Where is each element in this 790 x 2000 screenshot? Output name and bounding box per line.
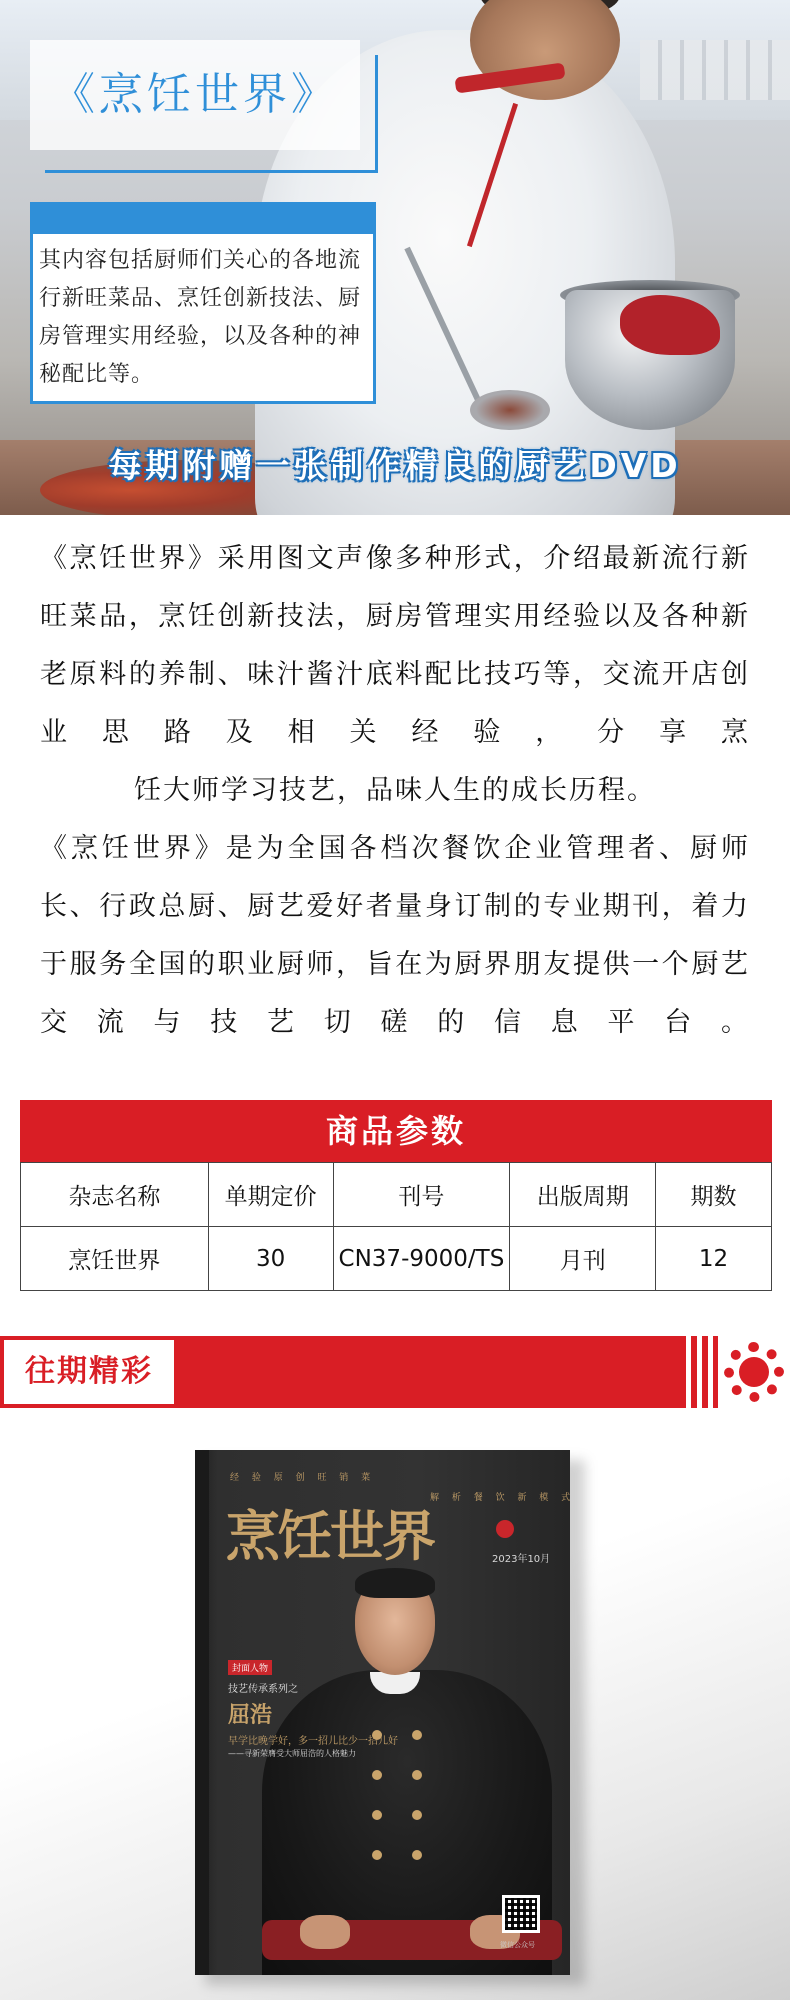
params-value-cell: CN37-9000/TS — [333, 1227, 510, 1291]
product-params — [20, 1100, 772, 1291]
cover-subtitle: ——寻新荣膺受大师屈浩的人格魅力 — [228, 1749, 356, 1758]
ladle — [470, 390, 550, 430]
cover-tagline-right: 解 析 餐 饮 新 模 式 — [430, 1493, 576, 1503]
jacket-button — [372, 1770, 382, 1780]
cover-person-name: 屈浩 — [228, 1703, 273, 1728]
jacket-button — [412, 1730, 422, 1740]
intro-paragraph-1: 《烹饪世界》采用图文声像多种形式，介绍最新流行新旺菜品，烹饪创新技法，厨房管理实用经验以及各种新老原料的养制、味汁酱汁底料配比技巧等，交流开店创业思路及相关经验，分享烹 — [40, 543, 750, 748]
params-value-cell: 30 — [208, 1227, 333, 1291]
cover-person-hair — [355, 1568, 435, 1598]
intro-paragraph-1-end: 饪大师学习技艺，品味人生的成长历程。 — [134, 775, 656, 806]
jacket-button — [412, 1810, 422, 1820]
jacket-button — [412, 1850, 422, 1860]
params-value-cell: 月刊 — [510, 1227, 656, 1291]
params-header-cell: 杂志名称 — [21, 1163, 209, 1227]
params-header-cell: 出版周期 — [510, 1163, 656, 1227]
cover-series: 技艺传承系列之 — [228, 1684, 298, 1695]
past-issues-label: 往期精彩 — [25, 1354, 153, 1389]
params-header-cell: 单期定价 — [208, 1163, 333, 1227]
jacket-button — [372, 1810, 382, 1820]
decorative-stripe — [708, 1336, 713, 1408]
cover-title: 烹饪世界 — [226, 1505, 434, 1568]
magazine-spine — [195, 1450, 209, 1975]
hero-background-tents — [640, 40, 790, 100]
decorative-stripe — [686, 1336, 691, 1408]
jacket-button — [412, 1770, 422, 1780]
decorative-stripe — [697, 1336, 702, 1408]
jacket-button — [372, 1850, 382, 1860]
description-text: 其内容包括厨师们关心的各地流行新旺菜品、烹饪创新技法、厨房管理实用经验，以及各种的神秘配比等。 — [39, 248, 362, 387]
params-value-row — [21, 1227, 772, 1291]
cover-tagline-left: 经 验 原 创 旺 销 菜 — [230, 1473, 376, 1483]
params-header-cell: 期数 — [656, 1163, 772, 1227]
hero-title: 《烹饪世界》 — [51, 69, 339, 120]
cover-date: 2023年10月 — [492, 1554, 551, 1565]
params-value-cell: 烹饪世界 — [21, 1227, 209, 1291]
brand-logo-core-icon — [739, 1357, 769, 1387]
params-heading: 商品参数 — [20, 1100, 772, 1162]
intro-section — [40, 530, 750, 1052]
description-box — [30, 234, 376, 404]
params-header-cell: 刊号 — [333, 1163, 510, 1227]
cover-tag: 封面人物 — [228, 1660, 272, 1675]
cover-hand-left — [300, 1915, 350, 1949]
cover-quote: 早学比晚学好，多一招儿比少一招儿好 — [228, 1736, 398, 1747]
qr-caption: 微信公众号 — [500, 1941, 535, 1949]
params-value-cell: 12 — [656, 1227, 772, 1291]
cover-seal-icon — [496, 1520, 514, 1538]
description-header-bar — [30, 202, 376, 234]
params-header-row — [21, 1163, 772, 1227]
intro-paragraph-2: 《烹饪世界》是为全国各档次餐饮企业管理者、厨师长、行政总厨、厨艺爱好者量身订制的专业期刊，着力于服务全国的职业厨师，旨在为厨界朋友提供一个厨艺交流与技艺切磋的信息平台。 — [40, 833, 750, 1038]
qr-code-icon — [502, 1895, 540, 1933]
params-table — [20, 1162, 772, 1291]
dvd-promo-text: 每期附赠一张制作精良的厨艺DVD — [108, 446, 682, 485]
